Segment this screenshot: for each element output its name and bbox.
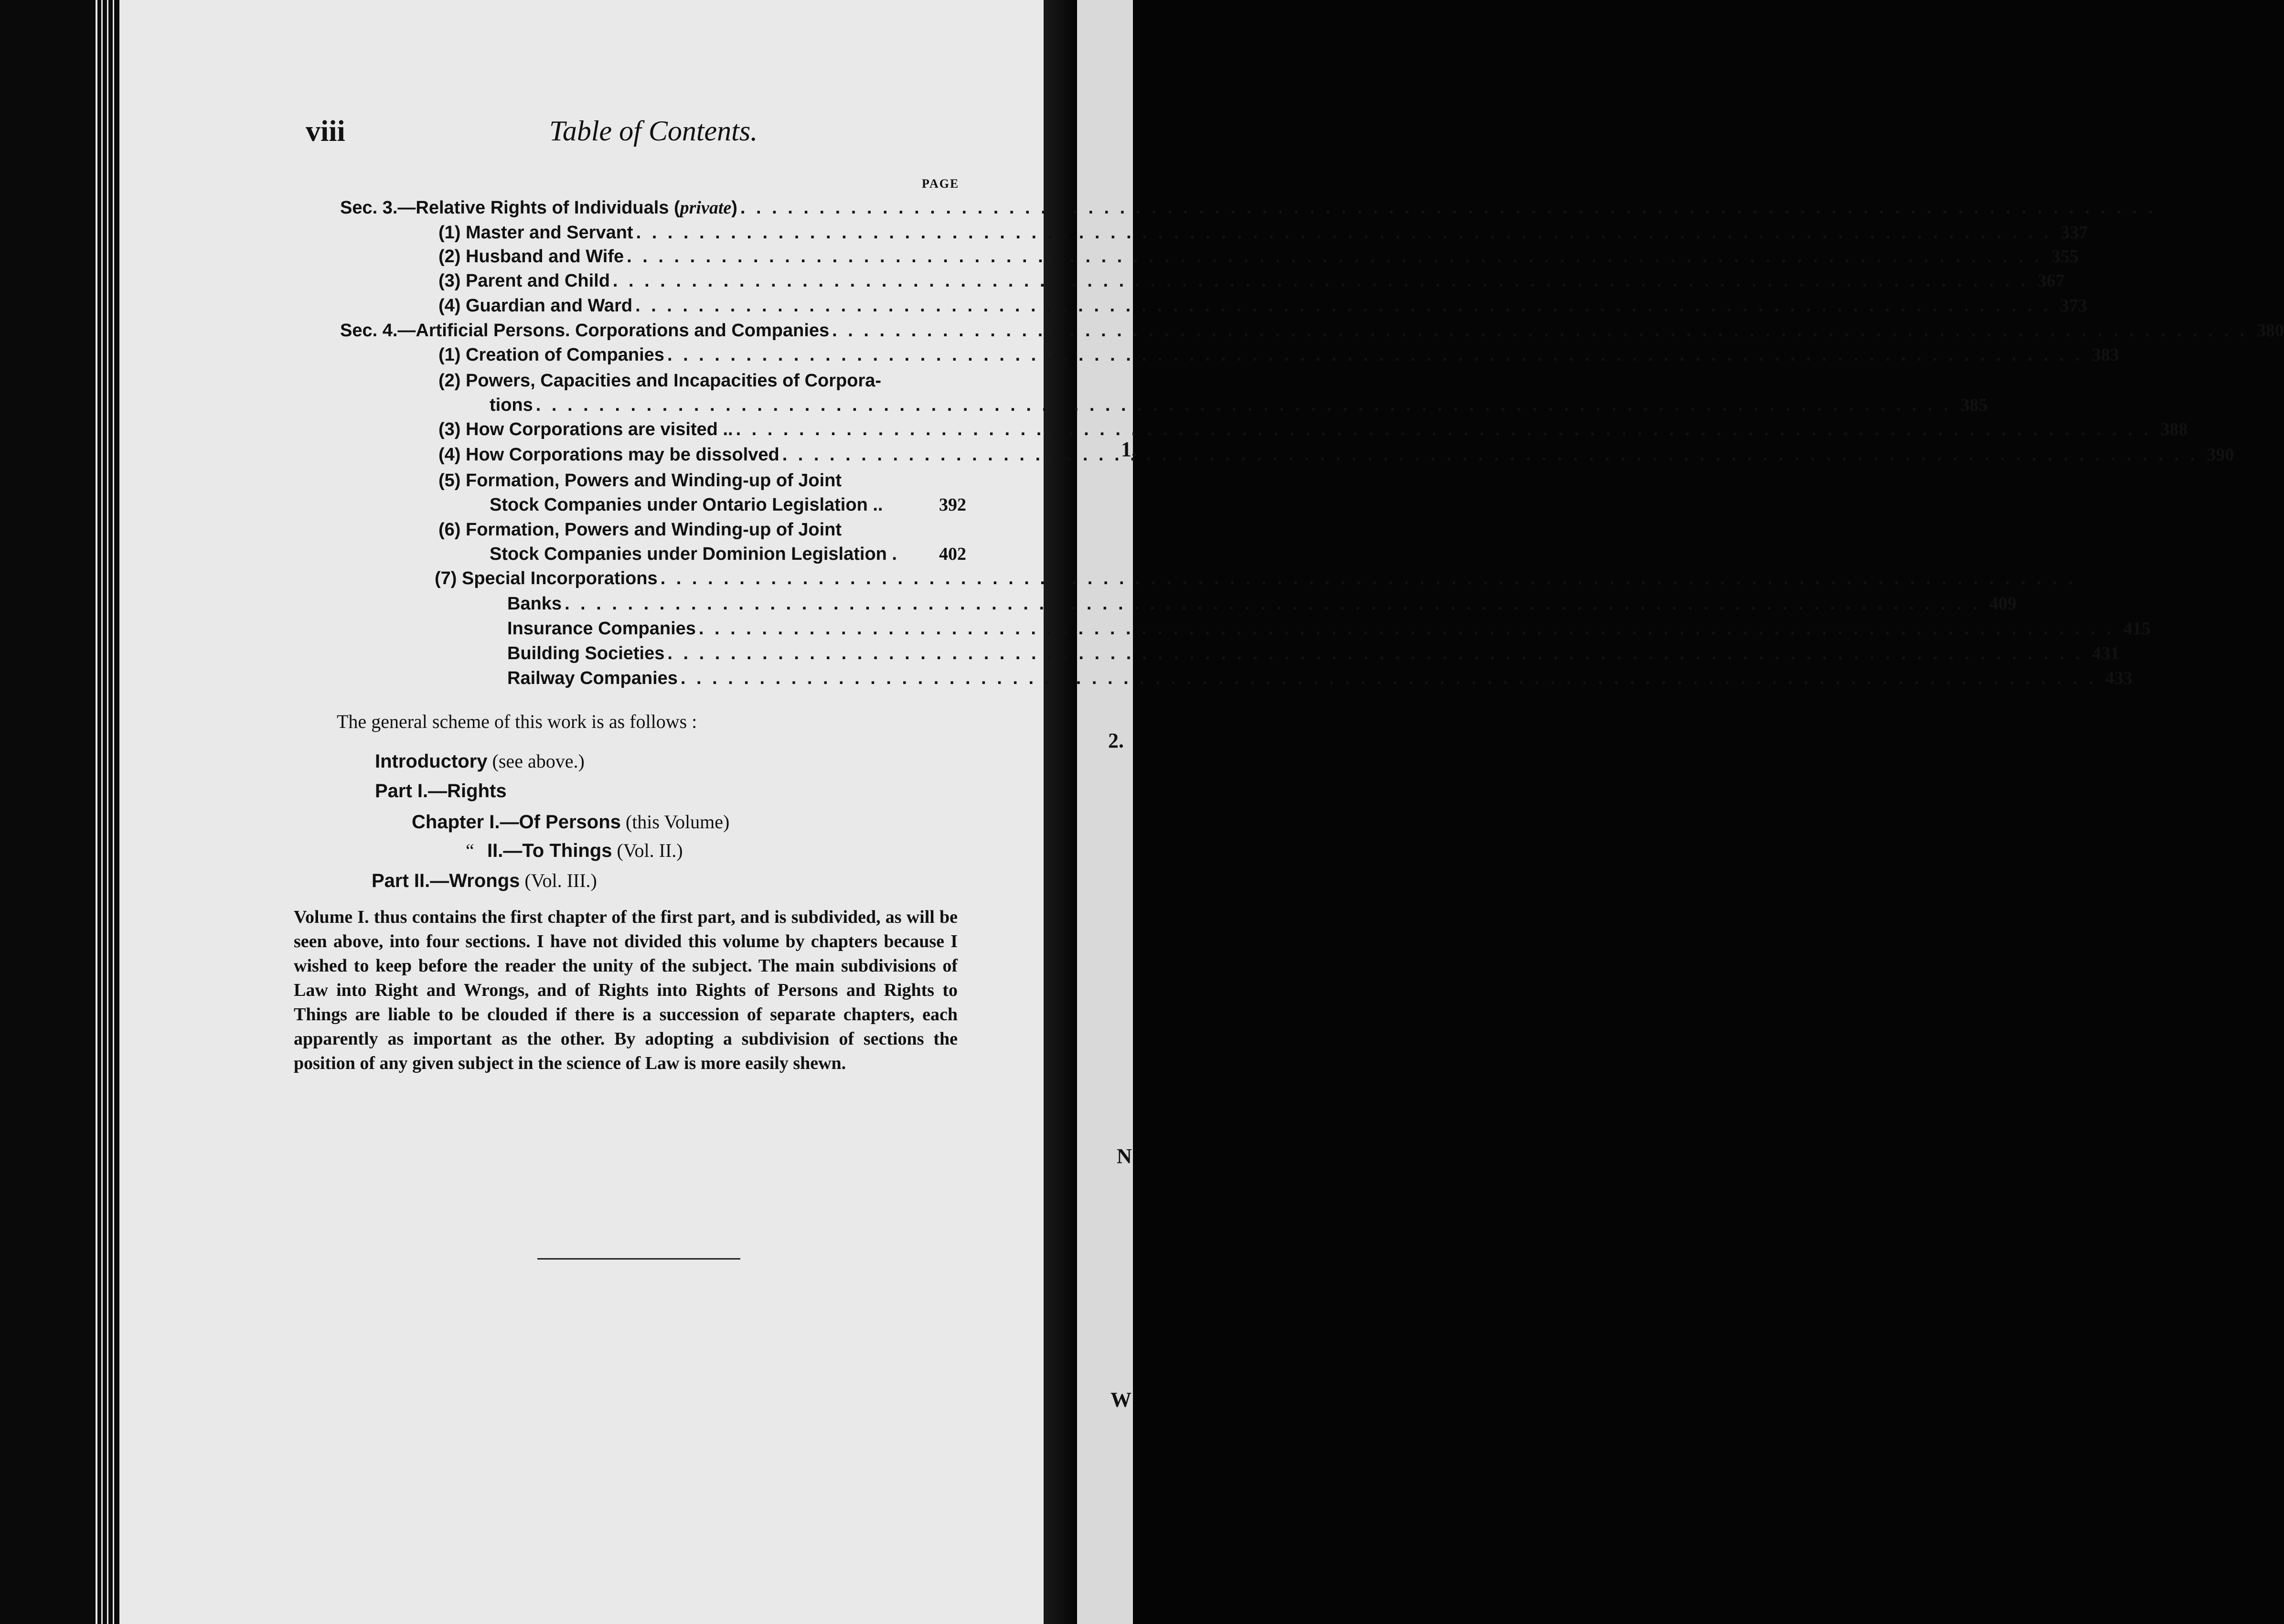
toc-page: 409 xyxy=(1989,594,2017,614)
scheme-introductory: Introductory (see above.) xyxy=(375,750,585,772)
adjacent-page-fragment: W xyxy=(1110,1388,1131,1411)
toc-page: 433 xyxy=(2105,668,2133,688)
leader-dots xyxy=(740,198,2156,218)
toc-page: 431 xyxy=(2092,643,2120,663)
toc-label: (1) Creation of Companies xyxy=(438,345,664,365)
page-edge-line xyxy=(101,0,103,1624)
page-edge-line xyxy=(96,0,97,1624)
toc-label: Railway Companies xyxy=(507,668,678,688)
toc-entry xyxy=(438,419,2188,444)
adjacent-page-fragment: N xyxy=(1117,1144,1132,1168)
toc-page: 402 xyxy=(939,544,966,564)
page-edge-line xyxy=(107,0,108,1624)
scheme-chapter2: II.—To Things (Vol. II.) xyxy=(487,840,683,861)
toc-label: tions xyxy=(490,395,533,415)
leader-dots xyxy=(636,223,2052,243)
leader-dots xyxy=(782,445,2198,465)
toc-entry xyxy=(438,270,2065,295)
toc-entry xyxy=(507,593,2017,618)
scheme-part1: Part I.—Rights xyxy=(375,780,507,801)
leader-dots xyxy=(536,395,1952,416)
toc-label: Sec. 3.—Relative Rights of Individuals (private) xyxy=(340,198,737,218)
toc-entry xyxy=(507,618,2151,643)
scheme-ditto-mark: “ xyxy=(466,840,474,861)
leader-dots xyxy=(661,568,2076,589)
toc-entry xyxy=(490,494,966,519)
toc-label: Sec. 4.—Artificial Persons. Corporations and Companies xyxy=(340,321,830,341)
toc-page: 383 xyxy=(2092,345,2119,365)
toc-entry xyxy=(438,222,2088,247)
toc-entry xyxy=(490,395,1988,419)
running-title: Table of Contents. xyxy=(549,115,758,147)
toc-entry xyxy=(438,295,2087,320)
toc-label: (3) Parent and Child xyxy=(438,271,610,291)
toc-label: (3) How Corporations are visited .. xyxy=(438,419,733,439)
leader-dots xyxy=(565,594,1980,614)
toc-page: 415 xyxy=(2123,619,2151,639)
toc-label: Banks xyxy=(507,594,562,614)
toc-entry-sec4 xyxy=(340,320,2284,345)
page-column-label: PAGE xyxy=(922,177,960,191)
toc-label: (4) Guardian and Ward xyxy=(438,296,633,316)
toc-label: Building Societies xyxy=(507,643,665,663)
toc-entry xyxy=(438,246,2079,271)
adjacent-page-strip xyxy=(1077,0,1137,1624)
gutter-shadow xyxy=(1044,0,1077,1624)
leader-dots xyxy=(667,643,2083,664)
toc-label: (1) Master and Servant xyxy=(438,223,633,243)
toc-entry xyxy=(507,668,2133,693)
toc-label: (2) Husband and Wife xyxy=(438,246,624,267)
toc-entry: (6) Formation, Powers and Winding-up of Joint xyxy=(438,520,842,540)
scheme-intro: The general scheme of this work is as follows : xyxy=(337,711,697,732)
leader-dots xyxy=(699,619,2114,639)
toc-label: (7) Special Incorporations xyxy=(435,568,658,588)
toc-entry xyxy=(507,643,2120,668)
toc-entry: (2) Powers, Capacities and Incapacities of Corpora- xyxy=(438,371,882,391)
toc-label: (4) How Corporations may be dissolved xyxy=(438,445,779,465)
page-number: viii xyxy=(306,115,345,148)
toc-entry-sec3 xyxy=(340,197,925,222)
toc-page: 367 xyxy=(2037,271,2065,291)
scheme-chapter1: Chapter I.—Of Persons (this Volume) xyxy=(412,811,730,833)
scheme-part2: Part II.—Wrongs (Vol. III.) xyxy=(372,870,597,891)
page-edge-line xyxy=(113,0,114,1624)
toc-entry xyxy=(435,568,925,593)
toc-page: 392 xyxy=(939,495,966,515)
leader-dots xyxy=(627,246,2042,267)
leader-dots xyxy=(613,271,2028,291)
toc-entry xyxy=(438,344,2119,369)
adjacent-page-fragment: 1. xyxy=(1121,438,1137,461)
toc-page: 373 xyxy=(2060,296,2087,316)
toc-entry: (5) Formation, Powers and Winding-up of Joint xyxy=(438,470,842,491)
end-rule xyxy=(537,1258,740,1260)
toc-page: 385 xyxy=(1960,395,1988,415)
leader-dots xyxy=(832,321,2248,341)
toc-page: 380 xyxy=(2256,321,2284,341)
toc-page: 355 xyxy=(2051,246,2079,267)
toc-label: Stock Companies under Dominion Legislation . xyxy=(490,544,897,564)
toc-label: Stock Companies under Ontario Legislation .. xyxy=(490,495,883,515)
toc-page: 390 xyxy=(2207,445,2234,465)
toc-label: Insurance Companies xyxy=(507,619,696,639)
leader-dots xyxy=(667,345,2083,365)
toc-entry xyxy=(490,544,966,568)
toc-page: 388 xyxy=(2160,419,2188,439)
toc-entry xyxy=(438,444,2234,469)
leader-dots xyxy=(736,419,2152,440)
leader-dots xyxy=(681,668,2096,689)
leader-dots xyxy=(635,296,2051,316)
body-paragraph: Volume I. thus contains the first chapter of the first part, and is subdivided, as will be seen above, into four sections. I have not divided this volume by chapters because I wished to keep before the reader the unity of the subject. The main subdivisions of Law into Right and Wrongs, and of Rights into Rights of Persons and Rights to Things are liable to be clouded if there is a succession of separate chapters, each apparently as important as the other. By adopting a subdivision of sections the position of any given subject in the science of Law is more easily shewn. xyxy=(294,907,958,1073)
adjacent-page-fragment: 2. xyxy=(1108,729,1124,752)
toc-page: 337 xyxy=(2060,223,2088,243)
